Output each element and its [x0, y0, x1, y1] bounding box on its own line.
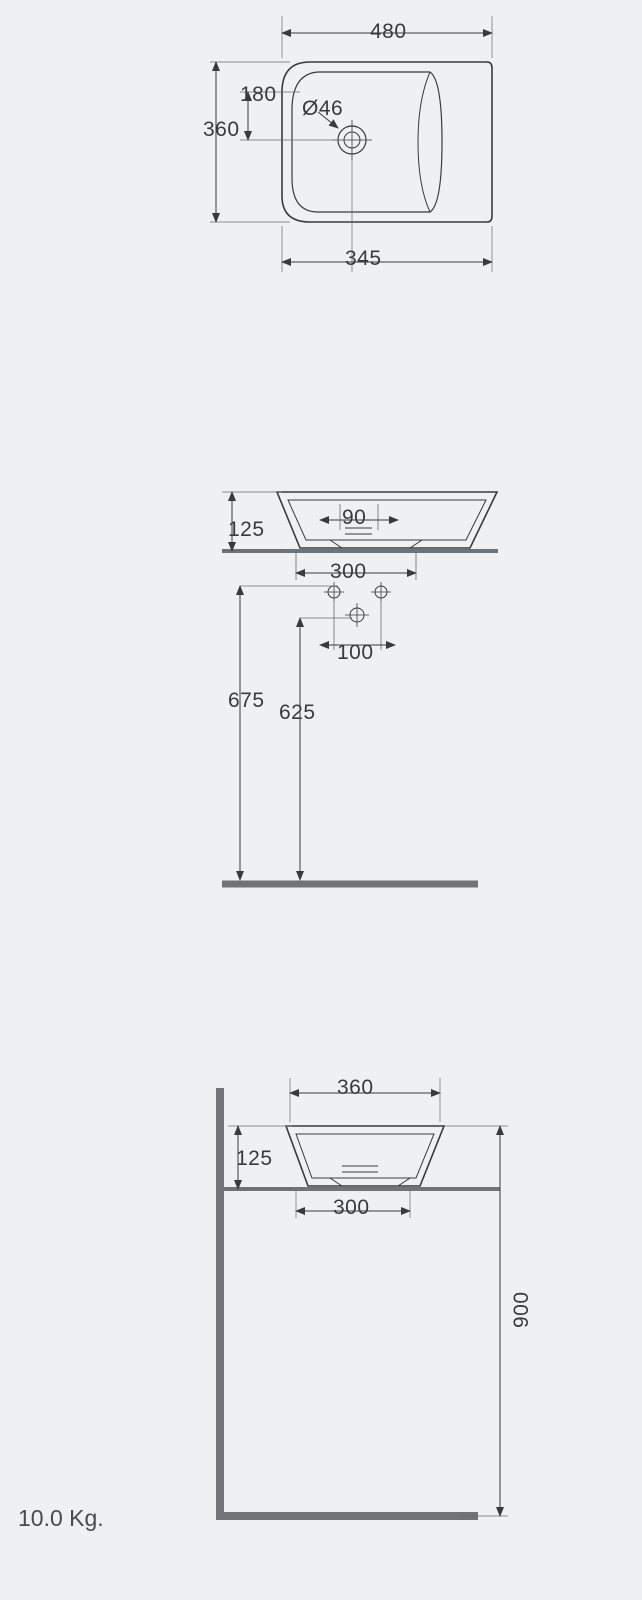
dim-label-300-side: 300 [333, 1196, 370, 1219]
dim-label-125-side: 125 [236, 1147, 273, 1170]
dim-label-480: 480 [370, 20, 407, 43]
weight-label: 10.0 Kg. [18, 1505, 104, 1531]
basin-outline-side [286, 1126, 444, 1186]
dim-label-90: 90 [342, 506, 367, 529]
dim-label-360-side: 360 [337, 1076, 374, 1099]
dim-label-180: 180 [240, 83, 277, 106]
dim-label-345: 345 [345, 247, 382, 270]
dim-label-125-front: 125 [228, 518, 265, 541]
dim-label-drain-diameter: Ø46 [302, 97, 344, 120]
dim-label-675: 675 [228, 689, 265, 712]
dim-label-900: 900 [510, 1291, 533, 1328]
dim-label-100: 100 [337, 641, 374, 664]
dim-label-300-front: 300 [330, 560, 367, 583]
dim-label-360-top: 360 [203, 118, 240, 141]
dim-label-625: 625 [279, 701, 316, 724]
floor-line-side [220, 1512, 478, 1520]
wall-line-side [216, 1088, 224, 1520]
basin-outline-top [282, 62, 492, 222]
